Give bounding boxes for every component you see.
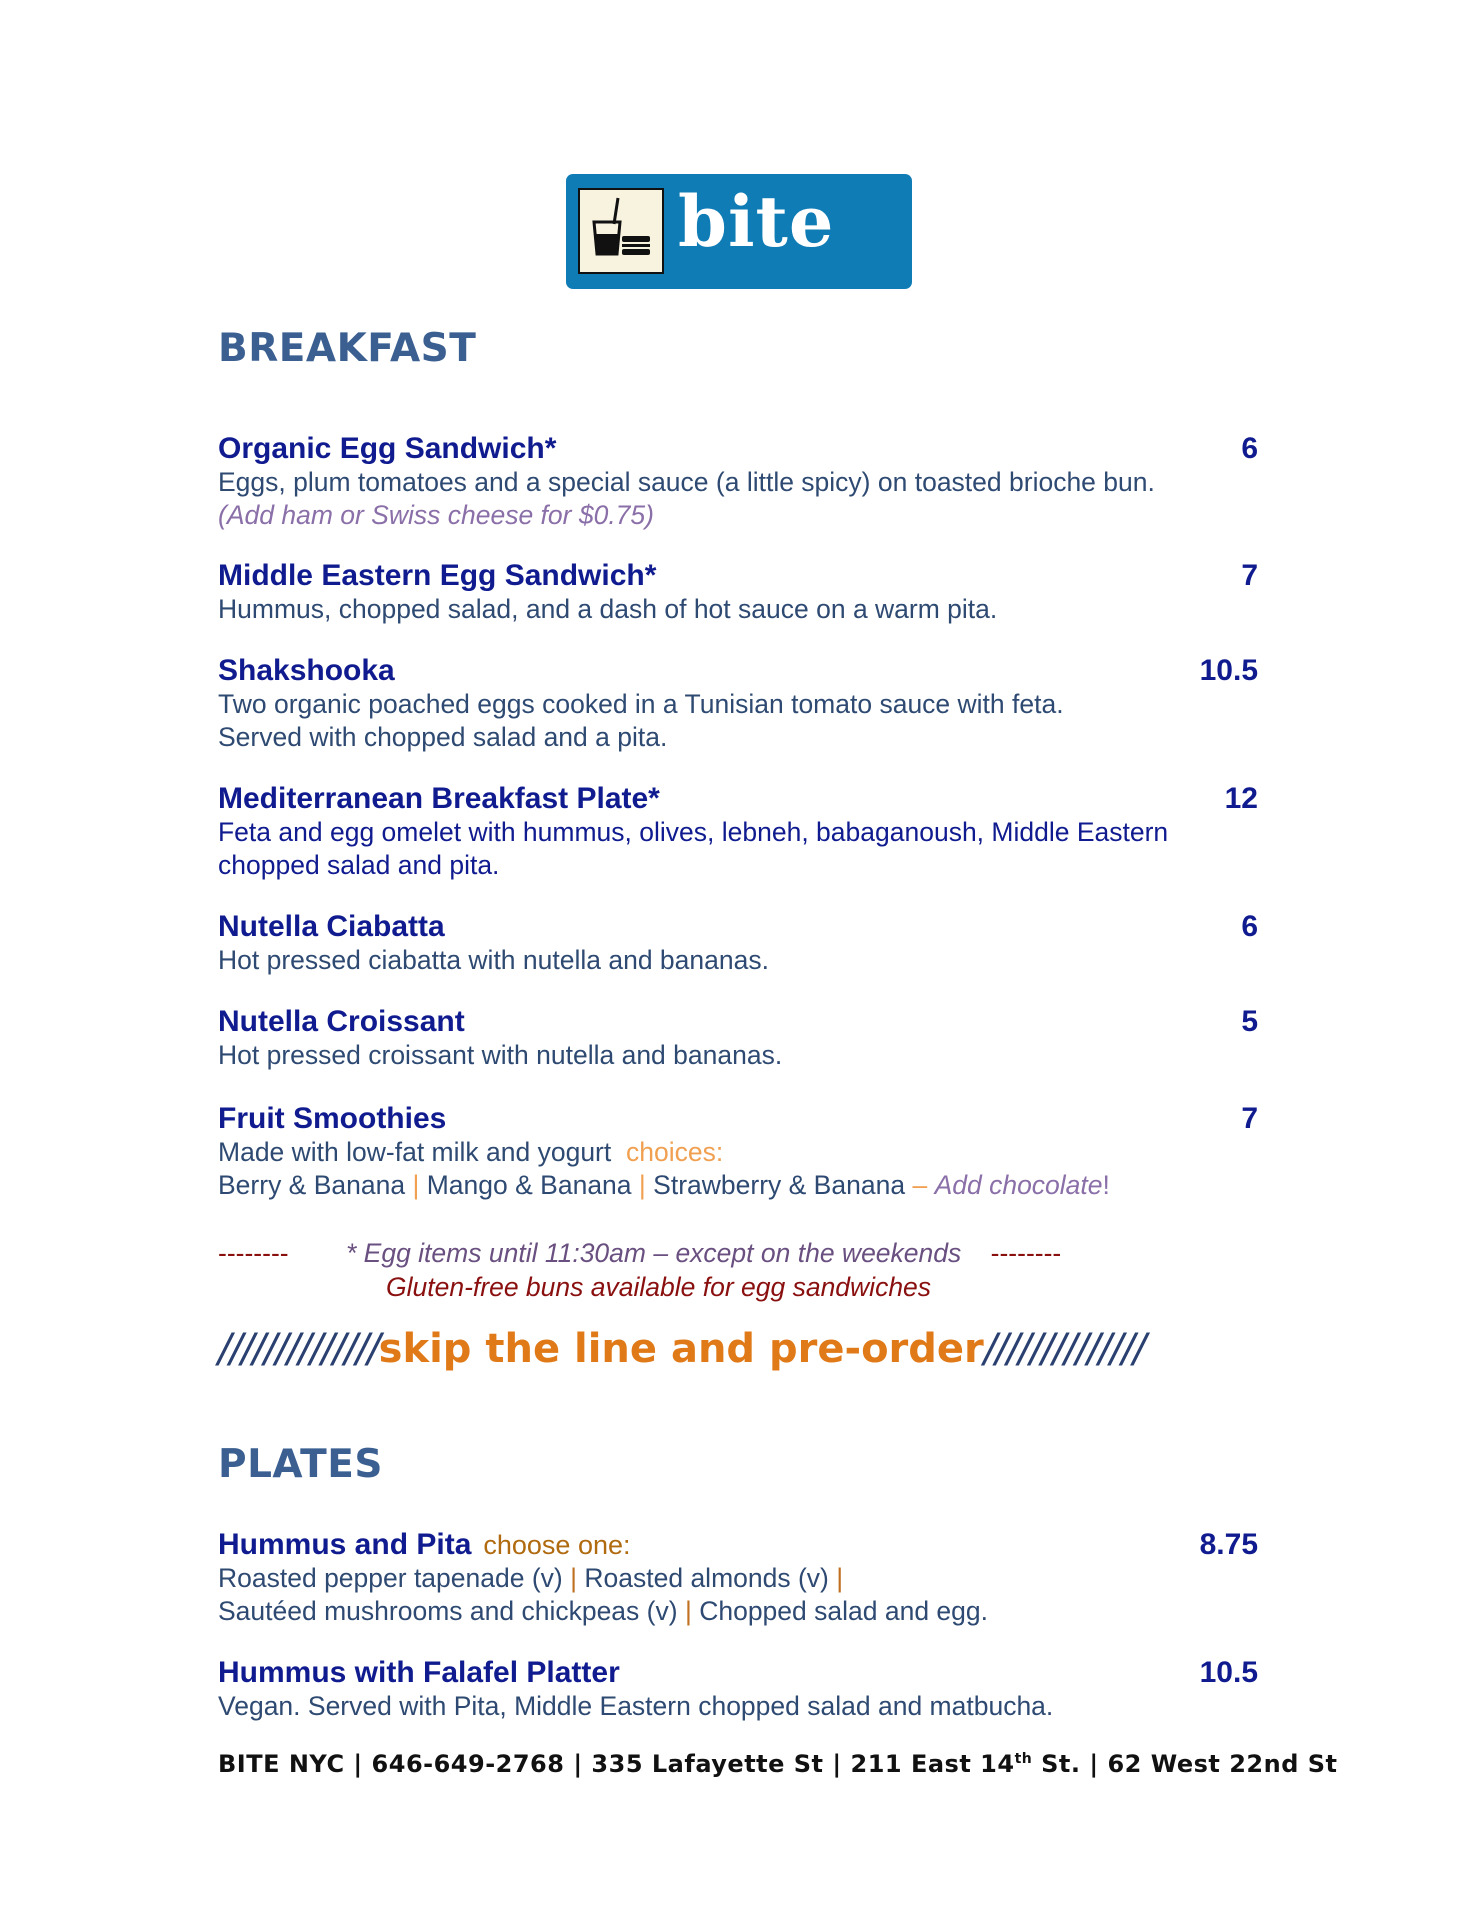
hummus-options-line-2 xyxy=(218,1595,1258,1628)
hummus-options-line-1 xyxy=(218,1562,1258,1595)
item-description-line-1: Two organic poached eggs cooked in a Tunisian tomato sauce with feta. xyxy=(218,689,1064,719)
menu-item-middle-eastern-egg-sandwich xyxy=(218,559,1258,626)
egg-note: * Egg items until 11:30am – except on the weekends xyxy=(345,1238,962,1268)
exclaim: ! xyxy=(1102,1170,1110,1200)
choose-one-label: choose one: xyxy=(483,1530,631,1560)
bite-logo xyxy=(566,174,912,289)
item-description: Hummus, chopped salad, and a dash of hot sauce on a warm pita. xyxy=(218,594,998,624)
footer-text: BITE NYC | 646-649-2768 | 335 Lafayette St | 211 East 14 xyxy=(218,1750,1015,1778)
footer-contact xyxy=(218,1750,1337,1778)
item-price: 10.5 xyxy=(1199,1656,1258,1689)
item-price: 10.5 xyxy=(1199,654,1258,687)
item-name: Middle Eastern Egg Sandwich* xyxy=(218,559,657,592)
item-name: Mediterranean Breakfast Plate* xyxy=(218,782,660,815)
section-title-plates: PLATES xyxy=(218,1442,383,1487)
item-description: Hot pressed ciabatta with nutella and bananas. xyxy=(218,945,769,975)
item-description-line-1: Feta and egg omelet with hummus, olives, lebneh, babaganoush, Middle Eastern xyxy=(218,817,1169,847)
separator: | xyxy=(836,1563,844,1593)
item-price: 6 xyxy=(1241,432,1258,465)
item-price: 6 xyxy=(1241,910,1258,943)
menu-item-organic-egg-sandwich xyxy=(218,432,1258,532)
item-price: 7 xyxy=(1241,559,1258,592)
hummus-option: Chopped salad and egg. xyxy=(699,1596,988,1626)
menu-item-hummus-with-falafel-platter xyxy=(218,1656,1258,1723)
drink-sandwich-icon xyxy=(578,188,664,274)
section-title-breakfast: BREAKFAST xyxy=(218,326,477,371)
separator: | xyxy=(570,1563,577,1593)
item-name-wrap xyxy=(218,1528,631,1562)
menu-item-mediterranean-breakfast-plate xyxy=(218,782,1258,882)
item-name: Hummus with Falafel Platter xyxy=(218,1656,620,1689)
smoothie-option: Strawberry & Banana xyxy=(653,1170,906,1200)
item-name: Shakshooka xyxy=(218,654,395,687)
hummus-option: Roasted pepper tapenade (v) xyxy=(218,1563,563,1593)
slashes-left: ////////////// xyxy=(218,1326,379,1372)
item-name: Hummus and Pita xyxy=(218,1528,472,1561)
add-chocolate: Add chocolate xyxy=(934,1170,1103,1200)
separator: | xyxy=(412,1170,420,1200)
smoothie-option: Berry & Banana xyxy=(218,1170,406,1200)
item-description: Hot pressed croissant with nutella and bananas. xyxy=(218,1040,783,1070)
item-name: Fruit Smoothies xyxy=(218,1102,447,1135)
menu-item-shakshooka xyxy=(218,654,1258,754)
egg-items-note xyxy=(218,1238,1258,1269)
menu-item-fruit-smoothies xyxy=(218,1102,1258,1202)
smoothie-description: Made with low-fat milk and yogurt xyxy=(218,1137,612,1167)
item-price: 5 xyxy=(1241,1005,1258,1038)
slashes-right: ////////////// xyxy=(983,1326,1145,1372)
dashes-left: -------- xyxy=(218,1238,289,1268)
item-addon: (Add ham or Swiss cheese for $0.75) xyxy=(218,500,654,530)
item-description: Vegan. Served with Pita, Middle Eastern chopped salad and matbucha. xyxy=(218,1691,1054,1721)
dash: – xyxy=(912,1170,928,1200)
item-price: 7 xyxy=(1241,1102,1258,1135)
hummus-option: Roasted almonds (v) xyxy=(584,1563,829,1593)
hummus-option: Sautéed mushrooms and chickpeas (v) xyxy=(218,1596,678,1626)
gluten-free-note: Gluten-free buns available for egg sandwiches xyxy=(386,1272,932,1302)
menu-item-hummus-and-pita xyxy=(218,1528,1258,1628)
item-description-line-2: Served with chopped salad and a pita. xyxy=(218,722,668,752)
dashes-right: -------- xyxy=(990,1238,1062,1268)
item-name: Nutella Croissant xyxy=(218,1005,465,1038)
item-description-line-2: chopped salad and pita. xyxy=(218,850,500,880)
preorder-link[interactable]: skip the line and pre-order xyxy=(378,1326,984,1372)
logo-wordmark: bite xyxy=(678,180,835,263)
smoothie-option: Mango & Banana xyxy=(426,1170,632,1200)
menu-item-nutella-ciabatta xyxy=(218,910,1258,977)
footer-superscript: th xyxy=(1014,1751,1033,1767)
item-description: Eggs, plum tomatoes and a special sauce (a little spicy) on toasted brioche bun. xyxy=(218,467,1155,497)
item-name: Organic Egg Sandwich* xyxy=(218,432,557,465)
menu-item-nutella-croissant xyxy=(218,1005,1258,1072)
separator: | xyxy=(638,1170,646,1200)
item-price: 12 xyxy=(1224,782,1258,815)
separator: | xyxy=(684,1596,692,1626)
smoothie-options xyxy=(218,1169,1258,1202)
choices-label: choices: xyxy=(625,1137,724,1167)
item-description xyxy=(218,1136,1258,1169)
preorder-banner[interactable] xyxy=(218,1326,1144,1372)
item-name: Nutella Ciabatta xyxy=(218,910,445,943)
footer-text-end: St. | 62 West 22nd St xyxy=(1032,1750,1338,1778)
item-price: 8.75 xyxy=(1199,1528,1258,1561)
